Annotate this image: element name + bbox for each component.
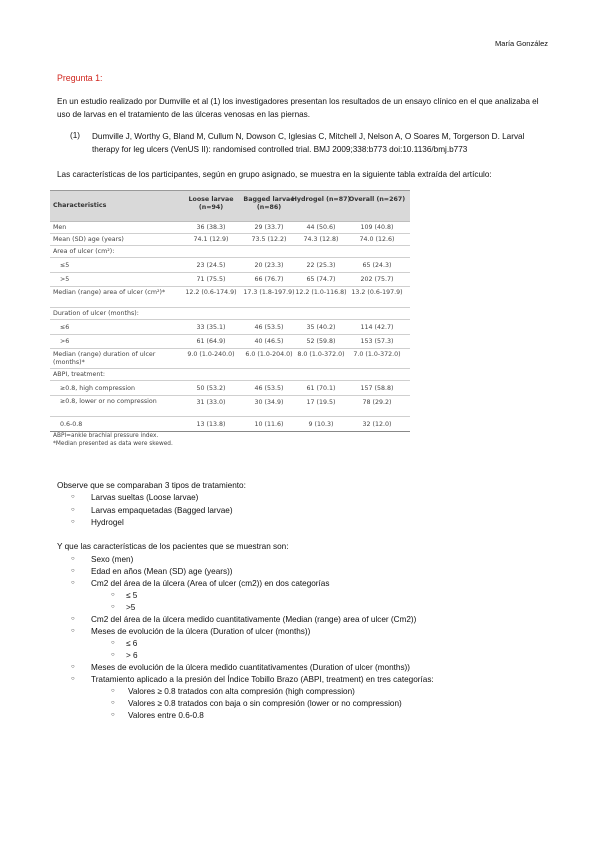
row-value: 46 (53.5) xyxy=(254,324,284,331)
characteristic-item: Meses de evolución de la úlcera medido cuantitativamentes (Duration of ulcer (months)) xyxy=(91,663,411,672)
characteristic-subitem: ≤ 6 xyxy=(126,639,138,648)
bullet-icon: ○ xyxy=(111,652,115,658)
row-value: 61 (64.9) xyxy=(196,338,226,345)
row-value: 13 (13.8) xyxy=(196,421,226,428)
row-value: 202 (75.7) xyxy=(360,276,394,283)
row-value: 157 (58.8) xyxy=(360,385,394,392)
row-value: 52 (59.8) xyxy=(306,338,336,345)
bullet-icon: ○ xyxy=(71,616,75,622)
row-value: 44 (50.6) xyxy=(306,224,336,231)
header-overall: Overall (n=267) xyxy=(348,196,406,203)
bullet-icon: ○ xyxy=(111,700,115,706)
header-characteristics: Characteristics xyxy=(53,202,107,209)
row-divider xyxy=(50,257,410,258)
bullet-icon: ○ xyxy=(71,580,75,586)
row-value: 65 (74.7) xyxy=(306,276,336,283)
row-divider xyxy=(50,395,410,396)
row-divider xyxy=(50,245,410,246)
author-name: María González xyxy=(495,39,548,48)
row-divider xyxy=(50,286,410,287)
treatment-item: Larvas empaquetadas (Bagged larvae) xyxy=(91,506,233,515)
bullet-icon: ○ xyxy=(111,688,115,694)
characteristic-subitem: Valores entre 0.6-0.8 xyxy=(128,711,204,720)
row-value: 36 (38.3) xyxy=(196,224,226,231)
row-value: 12.2 (0.6-174.9) xyxy=(185,289,237,296)
row-value: 153 (57.3) xyxy=(360,338,394,345)
bullet-icon: ○ xyxy=(71,494,75,500)
row-value: 109 (40.8) xyxy=(360,224,394,231)
row-value: 65 (24.3) xyxy=(362,262,392,269)
row-value: 8.0 (1.0-372.0) xyxy=(297,351,345,358)
characteristic-subitem: > 6 xyxy=(126,651,138,660)
characteristics-table xyxy=(50,190,410,448)
characteristic-subitem: ≤ 5 xyxy=(126,591,138,600)
row-label: >5 xyxy=(60,276,70,283)
row-value: 74.1 (12.9) xyxy=(193,236,229,243)
bullet-icon: ○ xyxy=(111,604,115,610)
characteristic-item: Tratamiento aplicado a la presión del Índice Tobillo Brazo (ABPI, treatment) en tres categorías: xyxy=(91,675,434,684)
row-value: 9 (10.3) xyxy=(308,421,334,428)
row-value: 29 (33.7) xyxy=(254,224,284,231)
header-bagged: Bagged larvae (n=86) xyxy=(243,196,295,211)
row-value: 31 (33.0) xyxy=(196,399,226,406)
row-divider xyxy=(50,307,410,308)
characteristic-item: Edad en años (Mean (SD) age (years)) xyxy=(91,567,233,576)
row-value: 10 (11.6) xyxy=(254,421,284,428)
reference-number: (1) xyxy=(70,131,81,140)
row-value: 50 (53.2) xyxy=(196,385,226,392)
row-divider xyxy=(50,348,410,349)
bullet-icon: ○ xyxy=(71,507,75,513)
table-bottom-rule xyxy=(50,431,410,432)
characteristic-subitem: Valores ≥ 0.8 tratados con alta compresión (high compression) xyxy=(128,687,355,696)
row-value: 12.2 (1.0-116.8) xyxy=(295,289,347,296)
table-intro: Las características de los participantes, según en grupo asignado, se muestra en la siguiente tabla extraída del artículo: xyxy=(57,170,492,179)
row-label: ≤6 xyxy=(60,324,70,331)
row-label: Median (range) duration of ulcer (months)* xyxy=(53,351,156,366)
row-value: 71 (75.5) xyxy=(196,276,226,283)
row-value: 32 (12.0) xyxy=(362,421,392,428)
row-value: 30 (34.9) xyxy=(254,399,284,406)
characteristics-intro: Y que las características de los pacientes que se muestran son: xyxy=(57,542,289,551)
row-divider xyxy=(50,380,410,381)
group-label: Area of ulcer (cm²): xyxy=(53,248,115,255)
row-divider xyxy=(50,334,410,335)
reference-citation: Dumville J, Worthy G, Bland M, Cullum N, Dowson C, Iglesias C, Mitchell J, Nelson A, O Soares M, Torgerson D. Larval therapy for leg ulcers (VenUS II): randomised controlled trial. BMJ 2009;338:b773 doi:10.1136/bmj.b773 xyxy=(92,132,525,154)
bullet-icon: ○ xyxy=(111,640,115,646)
row-value: 33 (35.1) xyxy=(196,324,226,331)
bullet-icon: ○ xyxy=(111,592,115,598)
row-divider xyxy=(50,272,410,273)
row-divider xyxy=(50,368,410,369)
row-value: 74.3 (12.8) xyxy=(303,236,339,243)
row-label: Men xyxy=(53,224,67,231)
row-value: 40 (46.5) xyxy=(254,338,284,345)
observations-intro: Observe que se comparaban 3 tipos de tratamiento: xyxy=(57,481,246,490)
row-value: 17 (19.5) xyxy=(306,399,336,406)
row-value: 78 (29.2) xyxy=(362,399,392,406)
row-label: ≥0.8, high compression xyxy=(60,385,135,392)
row-label: ≥0.8, lower or no compression xyxy=(60,398,157,405)
row-value: 17.3 (1.8-197.9) xyxy=(243,289,295,296)
row-label: Median (range) area of ulcer (cm²)* xyxy=(53,289,166,296)
bullet-icon: ○ xyxy=(71,568,75,574)
characteristic-item: Meses de evolución de la úlcera (Duration of ulcer (months)) xyxy=(91,627,311,636)
bullet-icon: ○ xyxy=(71,676,75,682)
row-value: 6.0 (1.0-204.0) xyxy=(245,351,293,358)
row-label: ≤5 xyxy=(60,262,70,269)
row-value: 35 (40.2) xyxy=(306,324,336,331)
table-footnote: ABPI=ankle brachial pressure index. xyxy=(53,433,159,439)
intro-paragraph: En un estudio realizado por Dumville et al (1) los investigadores presentan los resultados de un ensayo clínico en el que analizaba el uso de larvas en el tratamiento de las úlceras venosas en las piernas. xyxy=(57,97,539,119)
bullet-icon: ○ xyxy=(71,628,75,634)
question-heading: Pregunta 1: xyxy=(57,73,103,83)
row-value: 114 (42.7) xyxy=(360,324,394,331)
characteristic-subitem: Valores ≥ 0.8 tratados con baja o sin compresión (lower or no compression) xyxy=(128,699,402,708)
row-value: 7.0 (1.0-372.0) xyxy=(353,351,401,358)
bullet-icon: ○ xyxy=(71,664,75,670)
row-divider xyxy=(50,319,410,320)
treatment-item: Hydrogel xyxy=(91,518,124,527)
row-label: Mean (SD) age (years) xyxy=(53,236,124,243)
characteristic-item: Cm2 del área de la úlcera (Area of ulcer (cm2)) en dos categorías xyxy=(91,579,330,588)
characteristic-item: Sexo (men) xyxy=(91,555,134,564)
group-label: Duration of ulcer (months): xyxy=(53,310,139,317)
bullet-icon: ○ xyxy=(71,556,75,562)
table-footnote: *Median presented as data were skewed. xyxy=(53,441,173,447)
row-value: 74.0 (12.6) xyxy=(359,236,395,243)
row-value: 20 (23.3) xyxy=(254,262,284,269)
characteristic-subitem: >5 xyxy=(126,603,136,612)
row-divider xyxy=(50,416,410,417)
row-value: 61 (70.1) xyxy=(306,385,336,392)
row-value: 13.2 (0.6-197.9) xyxy=(351,289,403,296)
header-loose: Loose larvae (n=94) xyxy=(188,196,234,211)
row-value: 9.0 (1.0-240.0) xyxy=(187,351,235,358)
characteristic-item: Cm2 del área de la úlcera medido cuantitativamente (Median (range) area of ulcer (Cm2)) xyxy=(91,615,417,624)
row-divider xyxy=(50,233,410,234)
row-value: 46 (53.5) xyxy=(254,385,284,392)
header-hydrogel: Hydrogel (n=87) xyxy=(291,196,351,203)
bullet-icon: ○ xyxy=(111,712,115,718)
treatment-item: Larvas sueltas (Loose larvae) xyxy=(91,493,199,502)
row-value: 22 (25.3) xyxy=(306,262,336,269)
bullet-icon: ○ xyxy=(71,519,75,525)
row-value: 73.5 (12.2) xyxy=(251,236,287,243)
row-value: 23 (24.5) xyxy=(196,262,226,269)
row-label: 0.6-0.8 xyxy=(60,421,83,428)
group-label: ABPI, treatment: xyxy=(53,371,105,378)
row-label: >6 xyxy=(60,338,70,345)
row-value: 66 (76.7) xyxy=(254,276,284,283)
